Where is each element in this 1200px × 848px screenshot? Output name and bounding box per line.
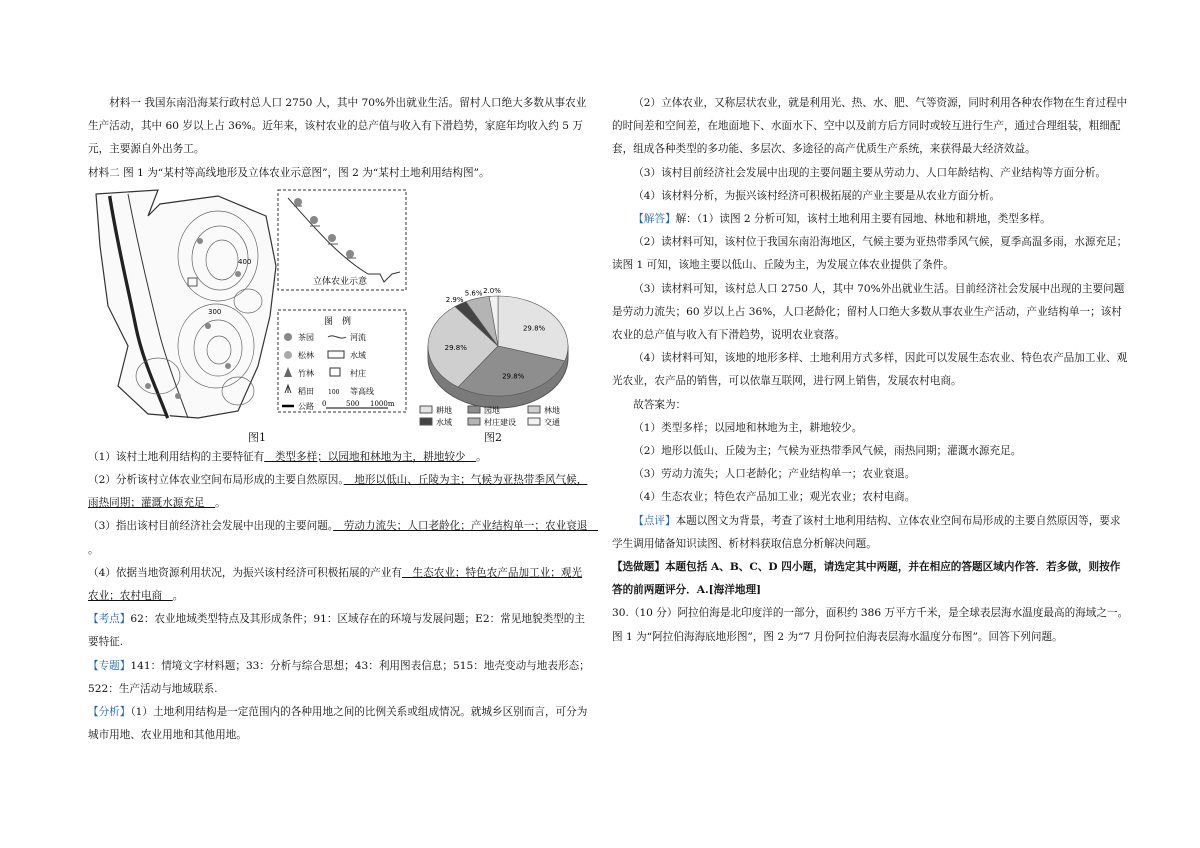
- inset-title: 立体农业示意: [313, 276, 368, 287]
- scale-1000: 1000m: [370, 399, 395, 408]
- legend-bamboo: 竹林: [298, 368, 314, 378]
- analysis-3: （3）该村目前经济社会发展中出现的主要问题主要从劳动力、人口年龄结构、产业结构等方面分析。: [633, 166, 1107, 179]
- map-label-300: 300: [208, 307, 222, 316]
- final-answer-2: （2）地形以低山、丘陵为主；气候为亚热带季风气候，雨热同期；灌溉水源充足。: [633, 445, 1022, 458]
- scale-0: 0: [322, 399, 327, 408]
- analysis-4: （4）该材料分析，为振兴该村经济可积极拓展的产业主要是从农业方面分析。: [633, 189, 1001, 202]
- contour-map: [96, 190, 276, 418]
- pie-legend-traffic: 交通: [544, 417, 560, 427]
- pie-label-5: 2.0%: [483, 286, 501, 295]
- pie-legend-farmland: 耕地: [436, 405, 452, 415]
- answer-2: 地形以低山、丘陵为主；气候为亚热带季风气候，雨热同期；灌溉水源充足: [88, 474, 588, 510]
- zhuanti-tag: 【专题】: [88, 659, 131, 672]
- question-4: （4）依据当地资源利用状况，为振兴该村经济可积极拓展的产业有 生态农业；特色农产品加工业；观光农业；农村电商 。: [88, 566, 583, 603]
- inset-diagram: [278, 190, 406, 290]
- answer-heading: 故答案为：: [633, 398, 687, 411]
- answer-4: 生态农业；特色农产品加工业；观光农业；农村电商: [88, 566, 583, 603]
- pie-legend: [420, 405, 560, 427]
- kaodian-tag: 【考点】: [88, 613, 131, 626]
- material-1: 材料一 我国东南沿海某行政村总人口 2750 人，其中 70%外出就业生活。留村人口绝大多数从事农业生产活动，其中 60 岁以上占 36%。近年来，该村农业的总产值与收入有下滑趋势，家庭年均收入约 5 万元，主要源自外出务工。: [88, 97, 587, 156]
- figures-block: [88, 186, 591, 444]
- analysis-2: （2）立体农业，又称层状农业，就是利用光、热、水、肥、气等资源，同时利用各种农作物在生育过程中的时间差和空间差，在地面地下、水面水下、空中以及前方后方同时或较互进行生产，通过合理组装，粗细配套，组成各种类型的多功能、多层次、多途径的高产优质生产系统，来获得最大经济效益。: [612, 97, 1128, 156]
- legend: [278, 310, 406, 412]
- pie-chart: [428, 287, 568, 408]
- elective-notice: 【选做题】本题包括 A、B、C、D 四小题，请选定其中两题，并在相应的答题区域内作答．若多做，则按作答的前两题评分．A.[海洋地理]: [612, 561, 1121, 597]
- pie-label-3: 2.9%: [445, 295, 464, 304]
- dianping: 【点评】本题以图文为背景，考查了该村土地利用结构、立体农业空间布局形成的主要自然原因等，要求学生调用储备知识读图、析材料获取信息分析解决问题。: [612, 514, 1121, 550]
- map-label-400: 400: [238, 257, 252, 266]
- pie-legend-village: 村庄建设: [484, 417, 516, 427]
- pie-label-2: 29.8%: [444, 343, 467, 352]
- legend-rice: 稻田: [298, 386, 314, 396]
- figures-svg: [88, 186, 591, 444]
- fenxi-tag: 【分析】: [88, 706, 131, 719]
- legend-pine: 松林: [298, 350, 314, 360]
- zhuanti: 【专题】141：情境文字材料题；33：分析与综合思想；43：利用图表信息；515：地壳变动与地表形态；522：生产活动与地域联系.: [88, 659, 590, 695]
- legend-road: 公路: [298, 401, 314, 411]
- final-answer-1: （1）类型多样；以园地和林地为主，耕地较少。: [633, 421, 863, 434]
- question-2: （2）分析该村立体农业空间布局形成的主要自然原因。 地形以低山、丘陵为主；气候为亚热带季风气候，雨热同期；灌溉水源充足 。: [88, 474, 588, 510]
- pie-label-1: 29.8%: [502, 372, 525, 381]
- solution-4: （4）读材料可知，该地的地形多样、土地利用方式多样，因此可以发展生态农业、特色农产品加工业、观光农业，农产品的销售，可以依靠互联网，进行网上销售，发展农村电商。: [612, 352, 1128, 388]
- final-answer-3: （3）劳动力流失；人口老龄化；产业结构单一；农业衰退。: [633, 468, 916, 481]
- right-column: [612, 92, 1129, 649]
- pie-legend-forest: 林地: [544, 405, 560, 415]
- question-3: （3）指出该村目前经济社会发展中出现的主要问题。 劳动力流失；人口老龄化；产业结构单一；农业衰退 。: [88, 520, 598, 556]
- legend-tea: 茶园: [298, 332, 314, 342]
- answer-3: 劳动力流失；人口老龄化；产业结构单一；农业衰退: [333, 520, 598, 533]
- solution-2: （2）读材料可知，该村位于我国东南沿海地区，气候主要为亚热带季风气候，夏季高温多雨，水源充足；读图 1 可知，该地主要以低山、丘陵为主，为发展立体农业提供了条件。: [612, 236, 1128, 272]
- contour-sample: 100: [328, 388, 340, 396]
- kaodian: 【考点】62：农业地域类型特点及其形成条件；91：区域存在的环境与发展问题；E2：常见地貌类型的主要特征.: [88, 613, 585, 649]
- legend-water: 水域: [350, 350, 366, 360]
- question-30: 30.（10 分）阿拉伯海是北印度洋的一部分，面积约 386 万平方千米，是全球表层海水温度最高的海域之一。图 1 为“阿拉伯海海底地形图”，图 2 为“7 月份阿拉伯海表层海水温度分布图”。回答下列问题。: [612, 607, 1129, 643]
- pie-label-0: 29.8%: [522, 324, 546, 333]
- solution-1: 【解答】解：（1）读图 2 分析可知，该村土地利用主要有园地、林地和耕地，类型多样。: [633, 213, 1051, 226]
- legend-village: 村庄: [350, 368, 366, 378]
- jieda-tag: 【解答】: [633, 213, 676, 226]
- question-1: （1）该村土地利用结构的主要特征有 类型多样；以园地和林地为主，耕地较少 。: [88, 450, 487, 463]
- material-2: 材料二 图 1 为“某村等高线地形及立体农业示意图”，图 2 为“某村土地利用结构图”。: [88, 166, 490, 179]
- pie-label-4: 5.6%: [464, 289, 483, 298]
- tea-garden-icon: [284, 333, 292, 341]
- figure-1-label: 图1: [248, 430, 266, 444]
- pine-icon: [284, 351, 292, 359]
- figure-2-label: 图2: [484, 430, 502, 444]
- left-column: [88, 92, 598, 747]
- solution-3: （3）读材料可知，该村总人口 2750 人，其中 70%外出就业生活。目前经济社会发展中出现的主要问题是劳动力流失；60 岁以上占 36%，人口老龄化；留村人口绝大多数从事农业生产活动，产业结构单一；该村农业的总产值与收入有下滑趋势，说明农业衰落。: [612, 282, 1125, 342]
- water-icon: [328, 351, 344, 358]
- final-answer-4: （4）生态农业；特色农产品加工业；观光农业；农村电商。: [633, 491, 916, 504]
- answer-1: 类型多样；以园地和林地为主，耕地较少: [264, 450, 477, 463]
- legend-contour: 等高线: [350, 386, 374, 396]
- pie-legend-garden: 园地: [484, 405, 500, 415]
- fenxi: 【分析】（1）土地利用结构是一定范围内的各种用地之间的比例关系或组成情况。就城乡区别而言，可分为城市用地、农业用地和其他用地。: [88, 706, 588, 742]
- pie-legend-water: 水域: [436, 417, 452, 427]
- dianping-tag: 【点评】: [633, 514, 676, 527]
- legend-river: 河流: [350, 332, 366, 342]
- scale-500: 500: [346, 399, 360, 408]
- legend-title: 图 例: [324, 316, 352, 327]
